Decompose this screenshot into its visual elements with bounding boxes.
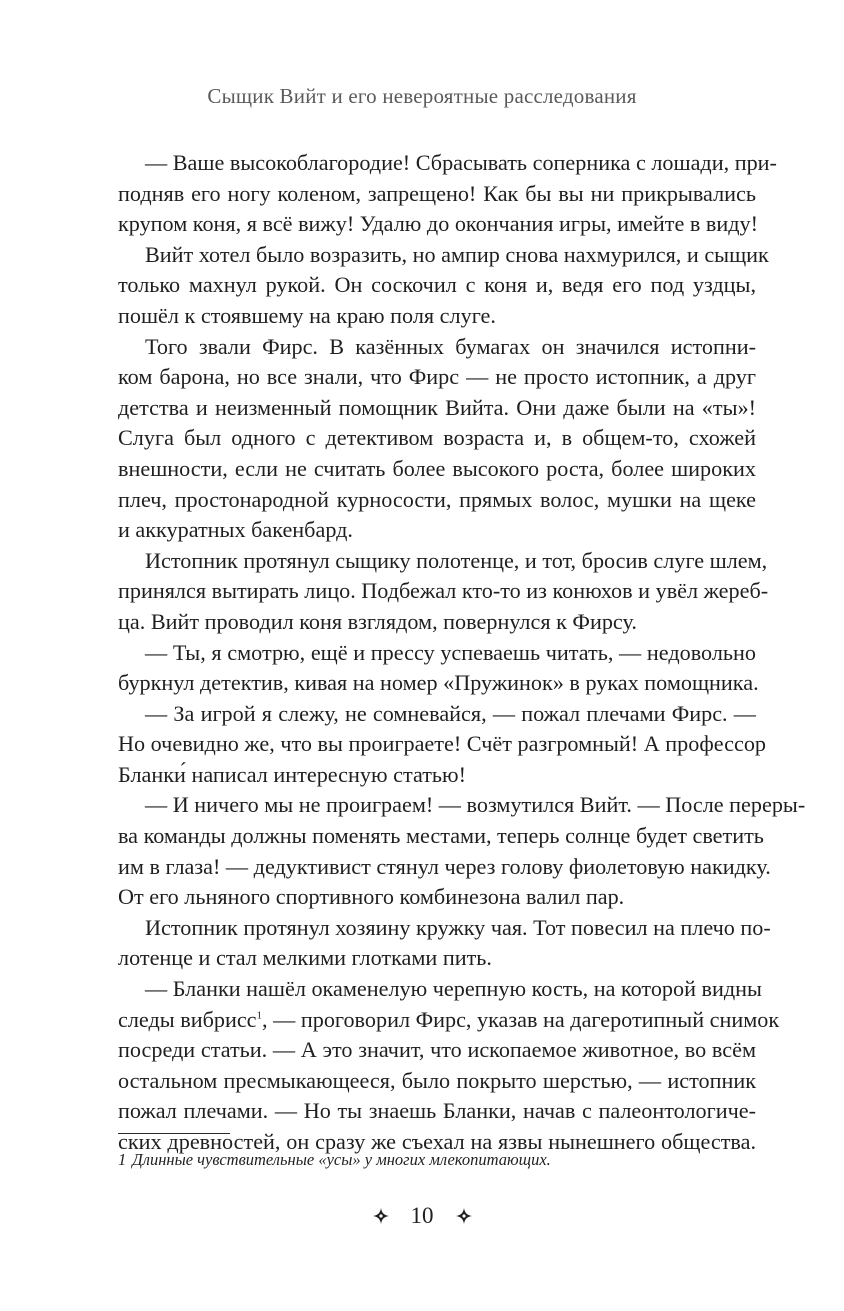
text-line: и аккуратных бакенбард.	[118, 517, 353, 543]
text-line: пожал плечами. — Но ты знаешь Бланки, начав с палеонтологиче-	[118, 1098, 756, 1124]
text-line: ва команды должны поменять местами, теперь солнце будет светить	[118, 823, 764, 849]
text-line: Истопник протянул хозяину кружку чая. Тот повесил на плечо по-	[145, 914, 771, 940]
footnote-number: 1	[118, 1150, 127, 1169]
text-line: Но очевидно же, что вы проиграете! Счёт разгромный! А профессор	[118, 731, 767, 757]
text-line: подняв его ногу коленом, запрещено! Как бы вы ни прикрывались	[118, 180, 756, 206]
text-line: — И ничего мы не проиграем! — возмутился Вийт. — После переры-	[145, 792, 806, 818]
text-line-with-footnote	[118, 1005, 780, 1036]
running-header: Сыщик Вийт и его невероятные расследования	[207, 84, 637, 108]
four-point-star-icon	[373, 1208, 389, 1224]
footnote	[118, 1150, 758, 1170]
text-line: только махнул рукой. Он соскочил с коня и, ведя его под уздцы,	[118, 272, 756, 298]
text-line: — За игрой я слежу, не сомневайся, — пожал плечами Фирс. —	[145, 700, 756, 726]
text-line: ком барона, но все знали, что Фирс — не просто истопник, а друг	[118, 364, 756, 390]
text-fragment: , — проговорил Фирс, указав на дагеротипный снимок	[262, 1006, 780, 1032]
text-line: буркнул детектив, кивая на номер «Пружинок» в руках помощника.	[118, 670, 759, 696]
text-line: — Ваше высокоблагородие! Сбрасывать соперника с лошади, при-	[145, 150, 777, 175]
text-line: посреди статьи. — А это значит, что ископаемое животное, во всём	[118, 1037, 756, 1063]
body-text	[118, 148, 806, 1158]
text-line: Того звали Фирс. В казённых бумагах он значился истопни-	[145, 333, 756, 359]
text-line: Вийт хотел было возразить, но ампир снова нахмурился, и сыщик	[145, 241, 769, 267]
text-line: плеч, простонародной курносости, прямых волос, мушки на щеке	[118, 486, 756, 512]
text-line: — Бланки нашёл окаменелую черепную кость, на которой видны	[145, 976, 762, 1002]
text-line: им в глаза! — дедуктивист стянул через голову фиолетовую накидку.	[118, 853, 771, 879]
four-point-star-icon	[456, 1208, 472, 1224]
text-line: принялся вытирать лицо. Подбежал кто-то из конюхов и увёл жереб-	[118, 578, 769, 604]
text-line: Истопник протянул сыщику полотенце, и тот, бросив слуге шлем,	[145, 547, 768, 573]
text-line: Бланки́ написал интересную статью!	[118, 761, 466, 787]
page-number: 10	[410, 1203, 434, 1228]
text-line: Слуга был одного с детективом возраста и, в общем-то, схожей	[118, 425, 756, 451]
text-line: ца. Вийт проводил коня взглядом, повернулся к Фирсу.	[118, 608, 637, 634]
text-line: От его льняного спортивного комбинезона валил пар.	[118, 884, 625, 910]
footnote-reference[interactable]: 1	[256, 1009, 263, 1022]
footnote-divider	[118, 1133, 230, 1134]
text-line: остальном пресмыкающееся, было покрыто шерстью, — истопник	[118, 1067, 756, 1093]
page-footer	[0, 1198, 844, 1234]
text-line: внешности, если не считать более высокого роста, более широких	[118, 455, 756, 481]
text-line: — Ты, я смотрю, ещё и прессу успеваешь читать, — недовольно	[145, 639, 756, 665]
text-line: пошёл к стоявшему на краю поля слуге.	[118, 302, 496, 328]
text-line: лотенце и стал мелкими глотками пить.	[118, 945, 492, 971]
text-line: ских древностей, он сразу же съехал на язвы нынешнего общества.	[118, 1129, 756, 1154]
text-line: крупом коня, я всё вижу! Удалю до окончания игры, имейте в виду!	[118, 211, 758, 237]
footnote-text: Длинные чувствительные «усы» у многих млекопитающих.	[132, 1150, 551, 1169]
text-fragment: следы вибрисс	[118, 1006, 257, 1032]
text-line: детства и неизменный помощник Вийта. Они даже были на «ты»!	[118, 394, 756, 420]
